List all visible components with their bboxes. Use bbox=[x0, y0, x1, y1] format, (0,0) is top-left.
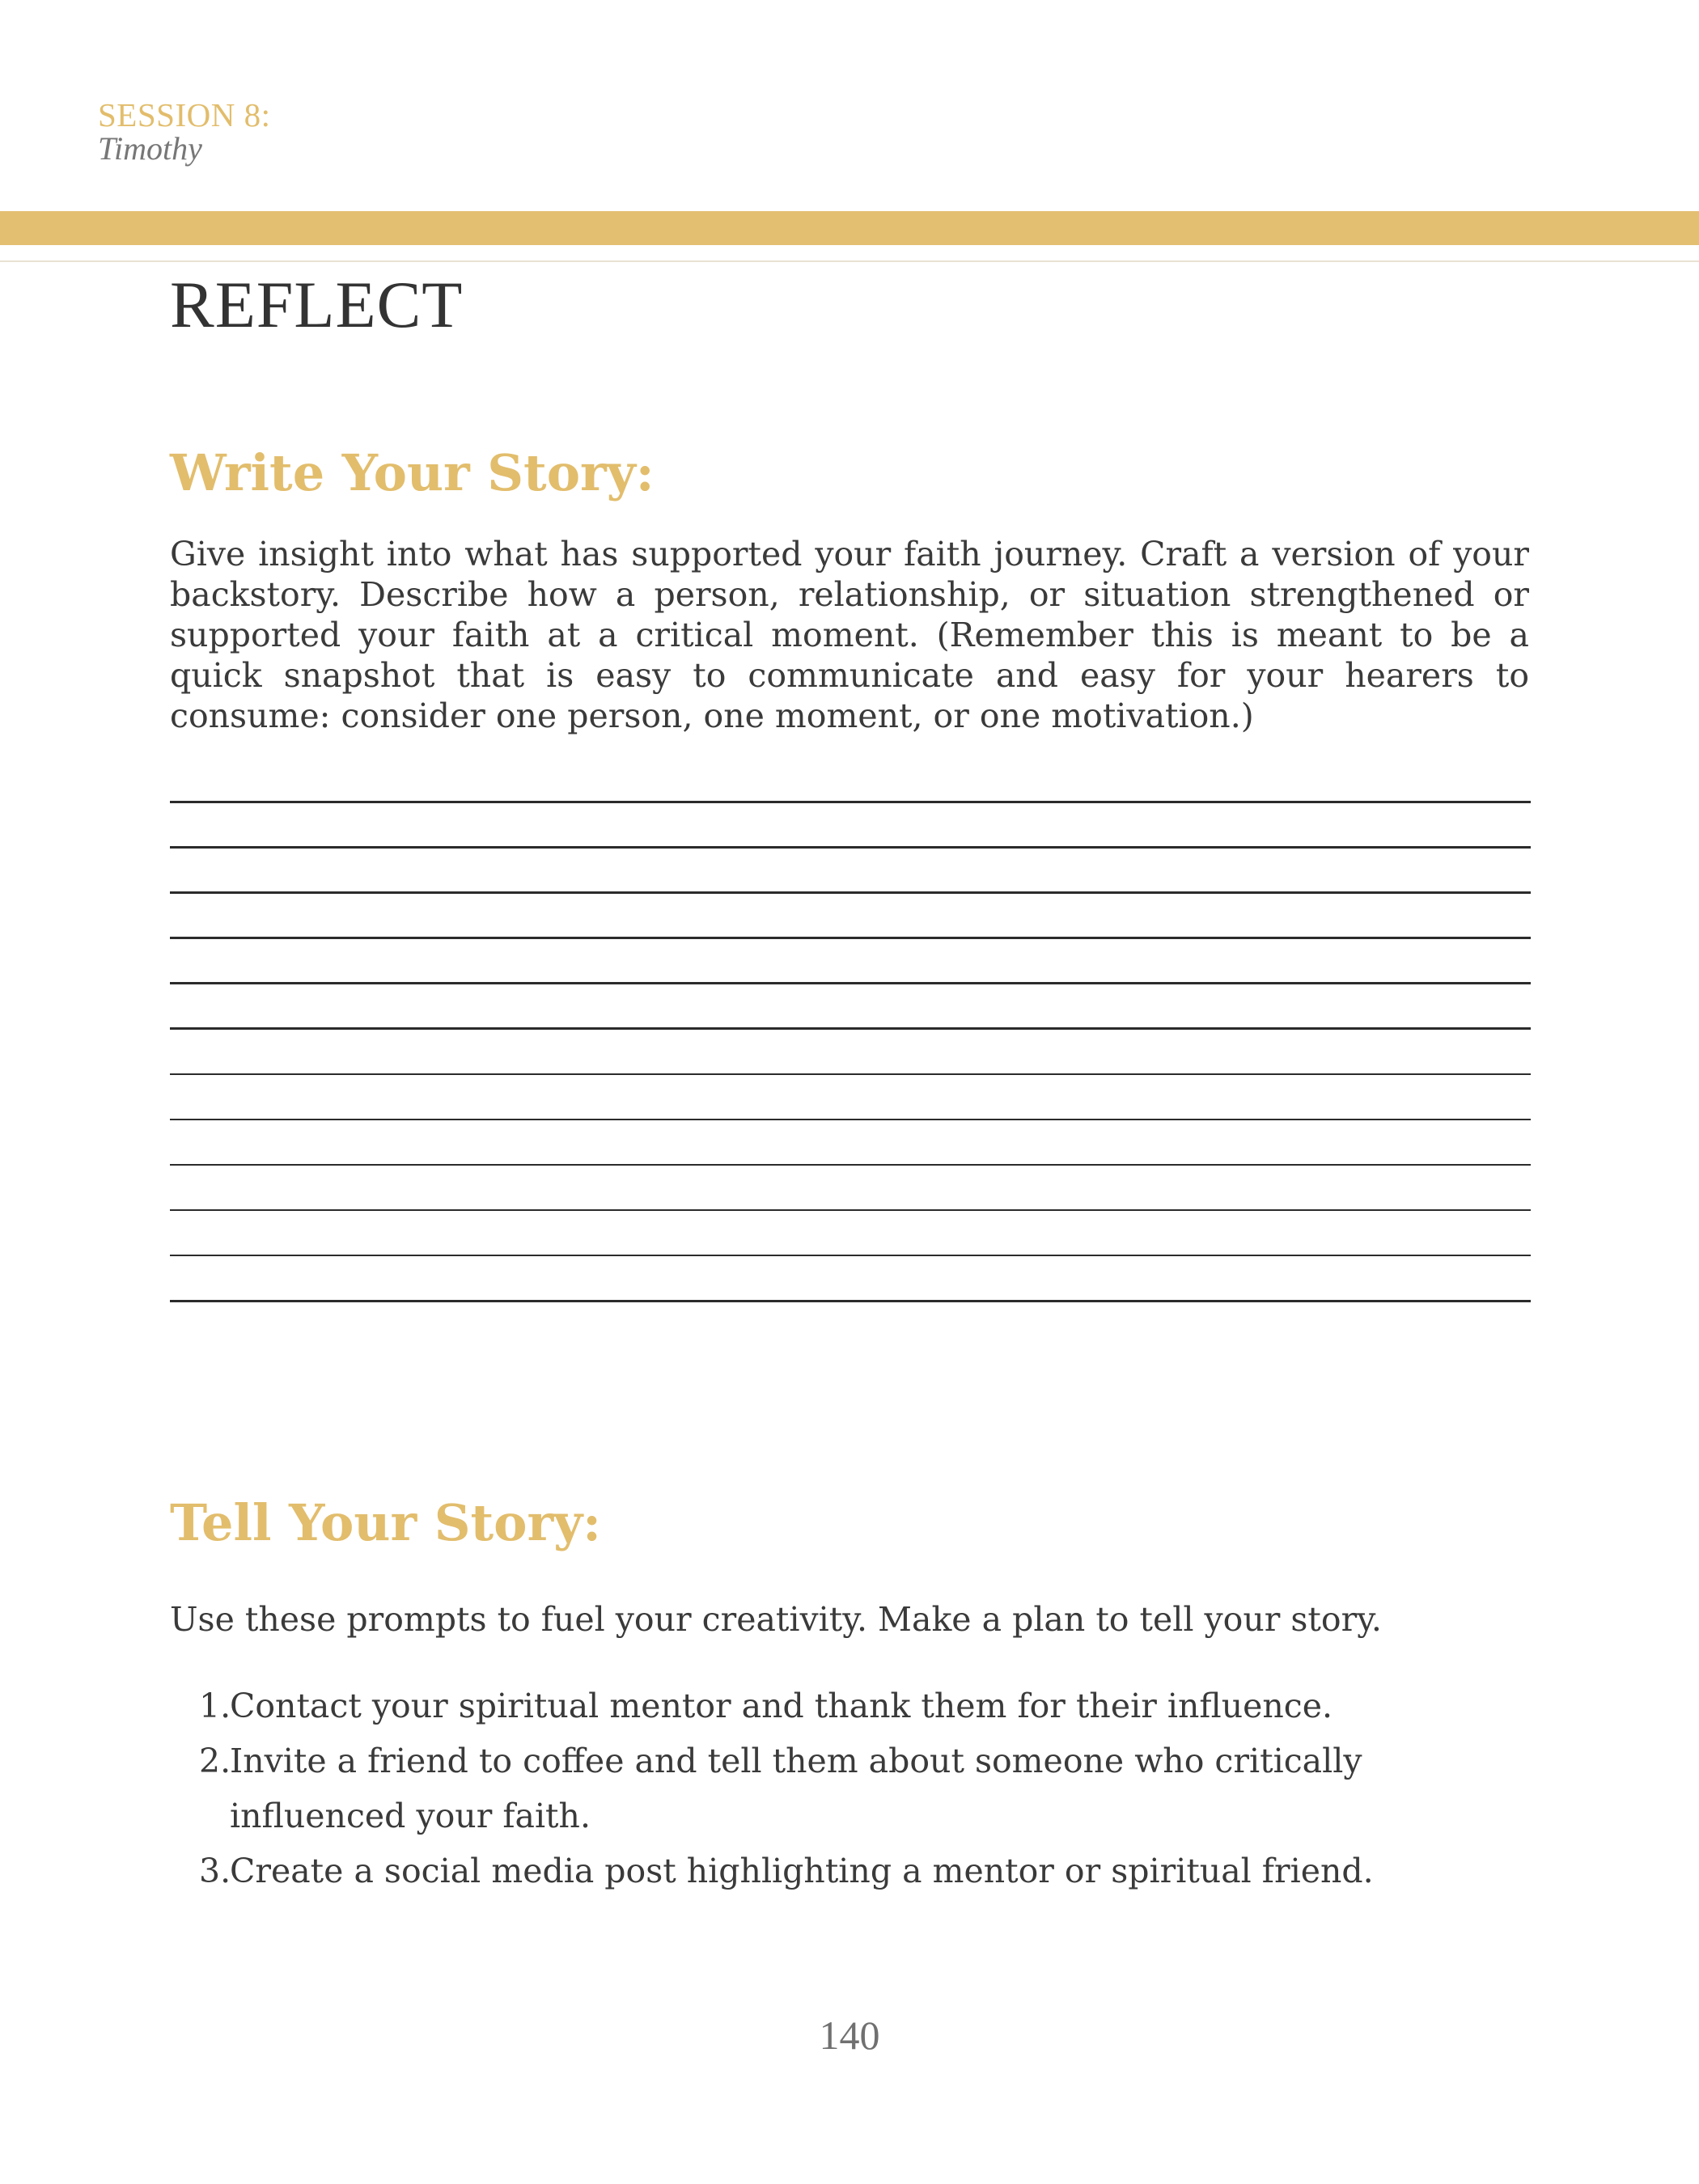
writing-line[interactable] bbox=[170, 1164, 1531, 1166]
writing-line[interactable] bbox=[170, 982, 1531, 984]
header-divider bbox=[0, 260, 1699, 262]
prompt-text: Contact your spiritual mentor and thank them for their influence. bbox=[230, 1687, 1333, 1725]
prompt-number: 1. bbox=[199, 1687, 231, 1725]
write-story-heading: Write Your Story: bbox=[170, 443, 655, 502]
section-title: REFLECT bbox=[170, 268, 464, 341]
write-story-instructions: Give insight into what has supported your faith journey. Craft a version of your backstory. Describe how a person, relationship, or situation strengthened or supported your faith at a critical moment. (Remember this is meant to be a quick snapshot that is easy to communicate and easy for your hearers to consume: consider one person, one moment, or one motivation.) bbox=[170, 535, 1529, 735]
writing-line[interactable] bbox=[170, 801, 1531, 803]
prompt-number: 2. bbox=[199, 1742, 231, 1780]
session-label: SESSION 8: bbox=[98, 96, 271, 133]
writing-line[interactable] bbox=[170, 1073, 1531, 1076]
prompt-number: 3. bbox=[199, 1852, 231, 1890]
prompt-text: Create a social media post highlighting a mentor or spiritual friend. bbox=[230, 1852, 1374, 1890]
tell-story-heading: Tell Your Story: bbox=[170, 1493, 602, 1552]
prompt-text: Invite a friend to coffee and tell them about someone who critically influenced your faith. bbox=[230, 1742, 1362, 1835]
writing-line[interactable] bbox=[170, 1027, 1531, 1030]
prompt-list bbox=[170, 1678, 1537, 1898]
tell-story-intro: Use these prompts to fuel your creativity. Make a plan to tell your story. bbox=[170, 1600, 1382, 1639]
writing-lines[interactable] bbox=[170, 801, 1531, 1345]
writing-line[interactable] bbox=[170, 1119, 1531, 1121]
prompt-item bbox=[170, 1843, 1537, 1898]
page-number: 140 bbox=[819, 2013, 880, 2058]
session-subtitle: Timothy bbox=[98, 130, 202, 167]
writing-line[interactable] bbox=[170, 1300, 1531, 1302]
writing-line[interactable] bbox=[170, 846, 1531, 849]
prompt-item bbox=[170, 1733, 1537, 1843]
writing-line[interactable] bbox=[170, 1255, 1531, 1257]
writing-line[interactable] bbox=[170, 1209, 1531, 1212]
header-accent-band bbox=[0, 211, 1699, 245]
writing-line[interactable] bbox=[170, 891, 1531, 894]
writing-line[interactable] bbox=[170, 937, 1531, 939]
prompt-item bbox=[170, 1678, 1537, 1733]
